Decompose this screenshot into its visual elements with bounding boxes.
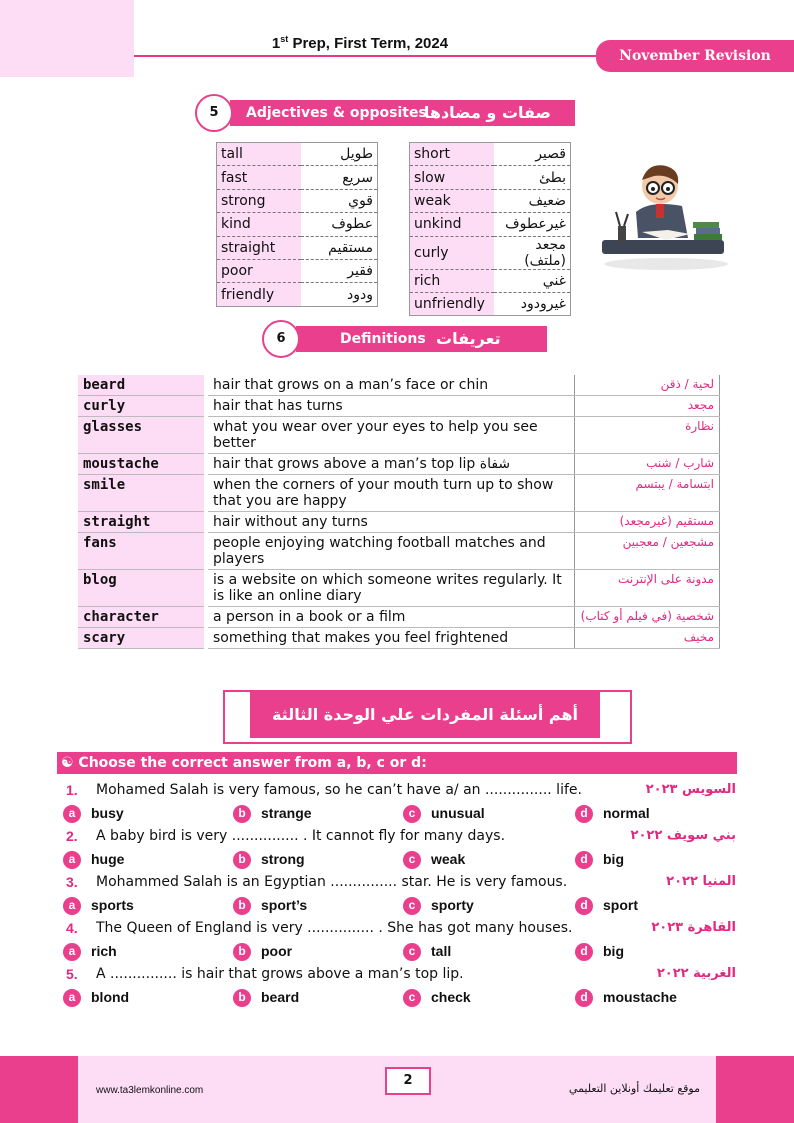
definition-term: straight: [78, 512, 206, 533]
answer-option[interactable]: [63, 805, 124, 823]
answer-option[interactable]: [63, 943, 117, 961]
answer-option[interactable]: [63, 851, 124, 869]
question-row: [66, 874, 736, 894]
option-letter: d: [575, 851, 593, 869]
option-text: poor: [261, 943, 293, 959]
definition-row: [78, 533, 720, 570]
answer-option[interactable]: [403, 805, 485, 823]
opposite-ar: غني: [494, 269, 571, 292]
option-text: weak: [431, 851, 466, 867]
definition-term: fans: [78, 533, 206, 570]
adjective-en: kind: [217, 213, 302, 236]
definition-text: hair that grows on a man’s face or chin: [206, 375, 575, 396]
definition-ar: مخيف: [575, 628, 720, 649]
option-text: big: [603, 943, 624, 959]
option-letter: b: [233, 805, 251, 823]
opposite-ar: مجعد (ملتف): [494, 236, 571, 269]
definition-text: something that makes you feel frightened: [206, 628, 575, 649]
opposite-ar: ضعيف: [494, 189, 571, 212]
opposite-row: [410, 269, 571, 292]
option-text: sport’s: [261, 897, 308, 913]
section5-banner: [230, 100, 575, 126]
section6-banner: [296, 326, 547, 352]
adjective-en: friendly: [217, 283, 302, 306]
answer-option[interactable]: [403, 943, 451, 961]
adjective-ar: فقير: [301, 259, 378, 282]
choose-instruction: ☯ Choose the correct answer from a, b, c or d:: [61, 755, 427, 771]
definition-ar: نظارة: [575, 417, 720, 454]
option-letter: c: [403, 989, 421, 1007]
question-text: A ............... is hair that grows above a man’s top lip.: [96, 966, 464, 982]
section5-title-en: Adjectives & opposites: [246, 105, 427, 121]
question-text: The Queen of England is very ............... . She has got many houses.: [96, 920, 573, 936]
opposite-ar: قصير: [494, 143, 571, 166]
options-row: [63, 897, 723, 917]
option-text: huge: [91, 851, 125, 867]
adjective-row: [217, 143, 378, 166]
options-row: [63, 851, 723, 871]
definition-term: beard: [78, 375, 206, 396]
question-number: 2.: [66, 828, 78, 844]
adjective-ar: عطوف: [301, 213, 378, 236]
opposite-row: [410, 166, 571, 189]
header-corner-block: [0, 0, 134, 77]
option-letter: c: [403, 805, 421, 823]
definition-ar: شخصية (في فيلم أو كتاب): [575, 607, 720, 628]
opposite-row: [410, 236, 571, 269]
option-letter: d: [575, 989, 593, 1007]
option-text: normal: [603, 805, 650, 821]
vocab-questions-heading: أهم أسئلة المفردات علي الوحدة الثالثة: [250, 692, 600, 738]
question-source: بني سويف ٢٠٢٢: [630, 828, 736, 843]
definition-term: scary: [78, 628, 206, 649]
definition-ar: مجعد: [575, 396, 720, 417]
option-text: strong: [261, 851, 305, 867]
definition-text: when the corners of your mouth turn up to show that you are happy: [206, 475, 575, 512]
definition-ar: شارب / شنب: [575, 454, 720, 475]
section5-number: 5: [195, 94, 233, 132]
adjective-ar: سريع: [301, 166, 378, 189]
adjective-ar: قوي: [301, 189, 378, 212]
opposite-en: unfriendly: [410, 292, 495, 315]
answer-option[interactable]: [575, 897, 638, 915]
options-row: [63, 943, 723, 963]
answer-option[interactable]: [233, 989, 299, 1007]
definition-term: smile: [78, 475, 206, 512]
adjective-en: fast: [217, 166, 302, 189]
option-text: sport: [603, 897, 638, 913]
header-divider: [134, 55, 596, 57]
answer-option[interactable]: [575, 805, 650, 823]
option-text: strange: [261, 805, 312, 821]
option-text: blond: [91, 989, 130, 1005]
option-letter: d: [575, 943, 593, 961]
option-text: tall: [431, 943, 452, 959]
option-letter: a: [63, 851, 81, 869]
definition-text: people enjoying watching football matches and players: [206, 533, 575, 570]
question-text: A baby bird is very ............... . It cannot fly for many days.: [96, 828, 506, 844]
opposite-row: [410, 213, 571, 236]
adjective-ar: مستقيم: [301, 236, 378, 259]
option-letter: a: [63, 943, 81, 961]
options-row: [63, 805, 723, 825]
adjective-row: [217, 259, 378, 282]
opposite-row: [410, 189, 571, 212]
adjective-en: poor: [217, 259, 302, 282]
definition-ar: مدونة على الإنترنت: [575, 570, 720, 607]
answer-option[interactable]: [233, 943, 292, 961]
adjective-row: [217, 236, 378, 259]
definition-row: [78, 454, 720, 475]
options-row: [63, 989, 723, 1009]
answer-option[interactable]: [63, 897, 134, 915]
footer-url[interactable]: www.ta3lemkonline.com: [96, 1085, 204, 1096]
definition-text: is a website on which someone writes regularly. It is like an online diary: [206, 570, 575, 607]
adjectives-table: [216, 142, 378, 307]
definition-text: hair without any turns: [206, 512, 575, 533]
question-text: Mohammed Salah is an Egyptian ............... star. He is very famous.: [96, 874, 568, 890]
opposite-ar: غيرودود: [494, 292, 571, 315]
opposite-ar: بطئ: [494, 166, 571, 189]
answer-option[interactable]: [575, 851, 624, 869]
adjective-ar: طويل: [301, 143, 378, 166]
footer-right-block: [716, 1056, 794, 1123]
option-text: sports: [91, 897, 134, 913]
answer-option[interactable]: [403, 897, 474, 915]
option-text: beard: [261, 989, 300, 1005]
answer-option[interactable]: [233, 897, 307, 915]
definition-ar: مستقيم (غيرمجعد): [575, 512, 720, 533]
question-row: [66, 828, 736, 848]
adjective-en: straight: [217, 236, 302, 259]
definition-term: blog: [78, 570, 206, 607]
opposites-table: [409, 142, 571, 316]
definition-ar: لحية / ذقن: [575, 375, 720, 396]
definition-row: [78, 570, 720, 607]
definition-ar: مشجعين / معجبين: [575, 533, 720, 570]
answer-option[interactable]: [403, 851, 465, 869]
definition-row: [78, 417, 720, 454]
question-number: 3.: [66, 874, 78, 890]
definition-term: glasses: [78, 417, 206, 454]
section6-number: 6: [262, 320, 300, 358]
option-text: moustache: [603, 989, 677, 1005]
option-letter: b: [233, 989, 251, 1007]
option-letter: c: [403, 851, 421, 869]
option-letter: d: [575, 805, 593, 823]
option-text: big: [603, 851, 624, 867]
revision-badge: November Revision: [596, 40, 794, 72]
adjective-ar: ودود: [301, 283, 378, 306]
choose-instruction-bar: [57, 752, 737, 774]
opposite-row: [410, 292, 571, 315]
definition-text: what you wear over your eyes to help you see better: [206, 417, 575, 454]
answer-option[interactable]: [63, 989, 129, 1007]
question-number: 1.: [66, 782, 78, 798]
definition-row: [78, 628, 720, 649]
student-at-desk-illustration: [598, 160, 728, 275]
option-letter: c: [403, 897, 421, 915]
option-letter: b: [233, 897, 251, 915]
option-text: unusual: [431, 805, 485, 821]
answer-option[interactable]: [233, 805, 312, 823]
definition-text: hair that has turns: [206, 396, 575, 417]
question-source: المنيا ٢٠٢٢: [666, 874, 736, 889]
opposite-row: [410, 143, 571, 166]
section5-title-ar: صفات و مضادها: [423, 103, 551, 122]
option-letter: a: [63, 805, 81, 823]
option-text: sporty: [431, 897, 474, 913]
option-letter: c: [403, 943, 421, 961]
option-letter: d: [575, 897, 593, 915]
adjective-row: [217, 189, 378, 212]
option-text: busy: [91, 805, 124, 821]
opposite-en: unkind: [410, 213, 495, 236]
answer-option[interactable]: [575, 989, 677, 1007]
definition-row: [78, 475, 720, 512]
footer-site-name: موقع تعليمك أونلاين التعليمي: [568, 1082, 700, 1095]
definition-ar: ابتسامة / يبتسم: [575, 475, 720, 512]
option-letter: b: [233, 943, 251, 961]
question-source: القاهرة ٢٠٢٣: [651, 920, 736, 935]
opposite-en: curly: [410, 236, 495, 269]
section6-title-ar: تعريفات: [436, 329, 501, 348]
question-source: الغربية ٢٠٢٢: [656, 966, 736, 981]
opposite-ar: غيرعطوف: [494, 213, 571, 236]
option-text: rich: [91, 943, 117, 959]
answer-option[interactable]: [403, 989, 471, 1007]
definition-row: [78, 396, 720, 417]
definition-text: hair that grows above a man’s top lip شفاة: [206, 454, 575, 475]
opposite-en: short: [410, 143, 495, 166]
option-text: check: [431, 989, 471, 1005]
answer-option[interactable]: [575, 943, 624, 961]
answer-option[interactable]: [233, 851, 305, 869]
opposite-en: slow: [410, 166, 495, 189]
question-number: 5.: [66, 966, 78, 982]
definition-row: [78, 607, 720, 628]
page-number: 2: [385, 1067, 431, 1095]
adjective-row: [217, 213, 378, 236]
footer-left-block: [0, 1056, 78, 1123]
opposite-en: weak: [410, 189, 495, 212]
option-letter: b: [233, 851, 251, 869]
definition-text: a person in a book or a film: [206, 607, 575, 628]
adjective-en: tall: [217, 143, 302, 166]
adjective-row: [217, 283, 378, 306]
question-text: Mohamed Salah is very famous, so he can’t have a/ an ............... life.: [96, 782, 582, 798]
page-title: 1st Prep, First Term, 2024: [271, 34, 449, 52]
opposite-en: rich: [410, 269, 495, 292]
adjective-row: [217, 166, 378, 189]
definition-term: curly: [78, 396, 206, 417]
question-number: 4.: [66, 920, 78, 936]
question-row: [66, 966, 736, 986]
definition-term: moustache: [78, 454, 206, 475]
definition-term: character: [78, 607, 206, 628]
question-source: السويس ٢٠٢٣: [645, 782, 736, 797]
definition-row: [78, 375, 720, 396]
option-letter: a: [63, 989, 81, 1007]
definition-row: [78, 512, 720, 533]
option-letter: a: [63, 897, 81, 915]
question-row: [66, 782, 736, 802]
adjective-en: strong: [217, 189, 302, 212]
question-row: [66, 920, 736, 940]
section6-title-en: Definitions: [340, 331, 426, 347]
definitions-table: [78, 375, 720, 649]
